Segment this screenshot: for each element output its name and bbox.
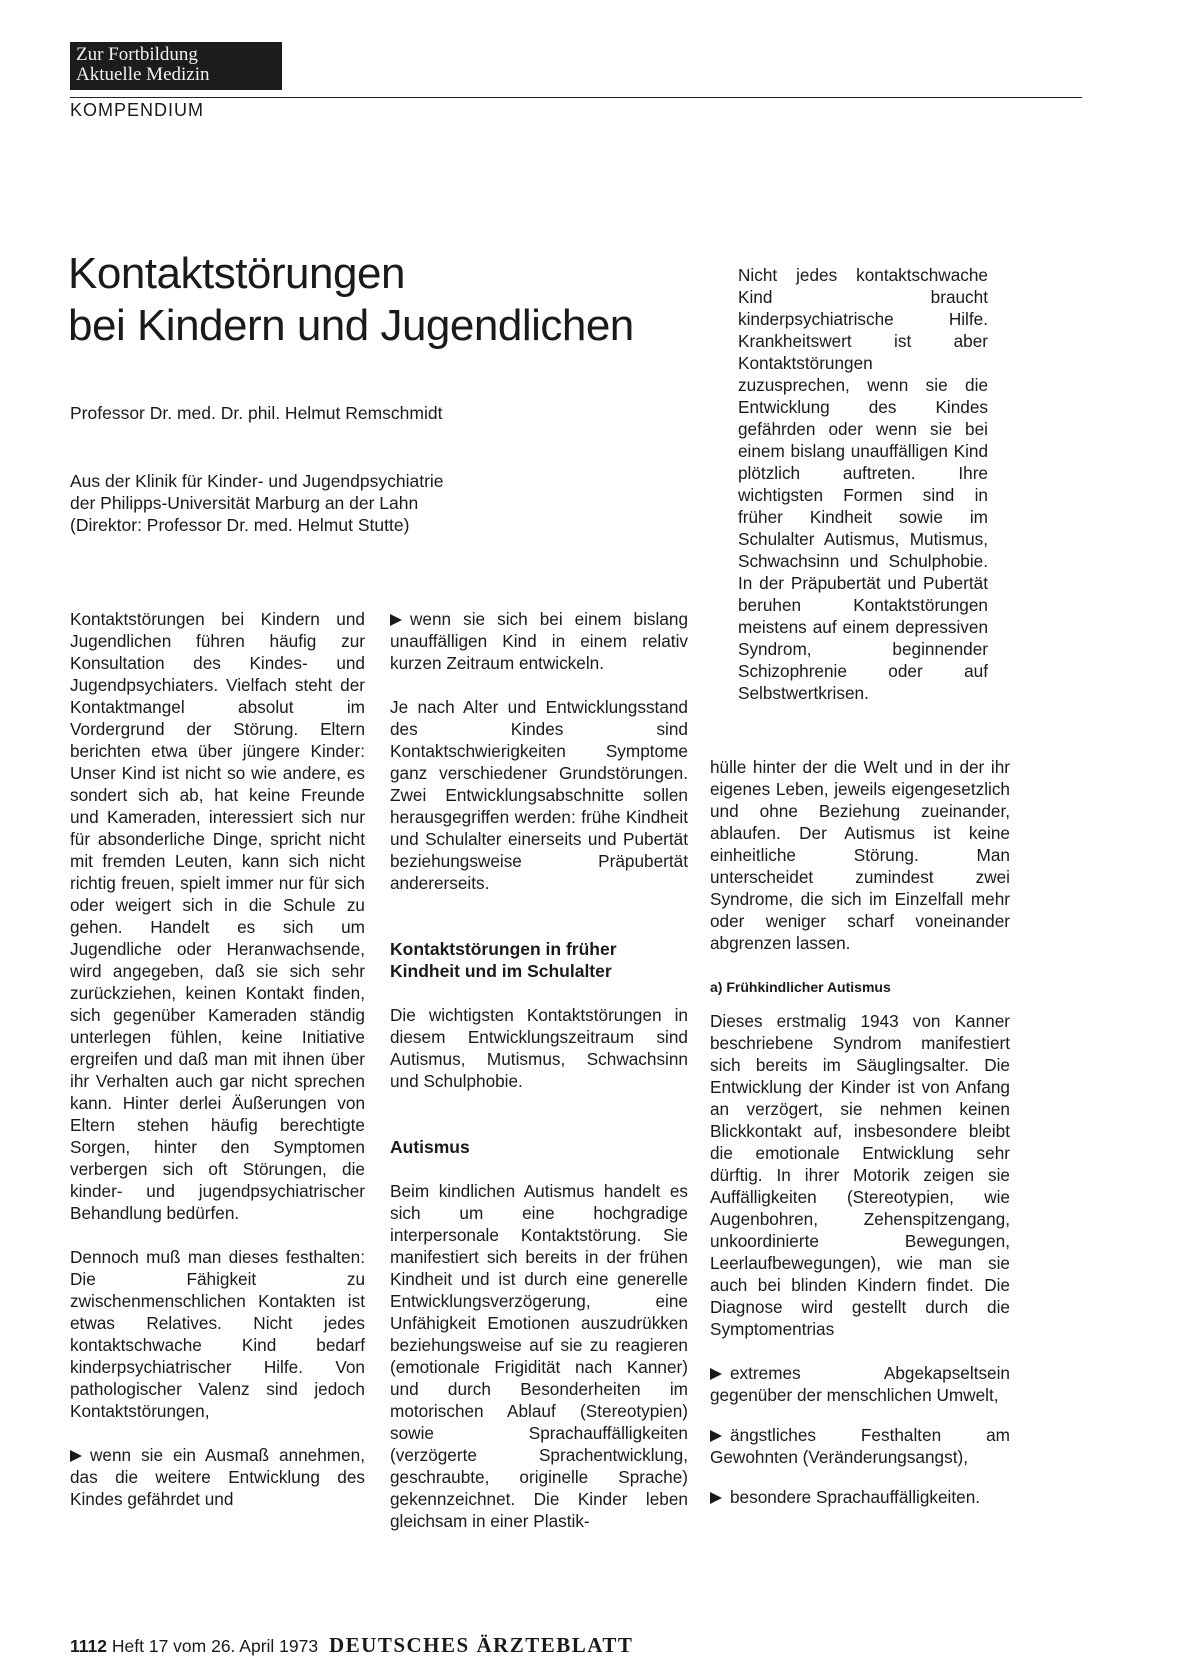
header-rule bbox=[70, 97, 1082, 98]
affiliation bbox=[70, 470, 444, 536]
affiliation-line-1: Aus der Klinik für Kinder- und Jugendpsychiatrie bbox=[70, 471, 444, 491]
column-1 bbox=[70, 608, 365, 1528]
paragraph: Dieses erstmalig 1943 von Kanner beschriebene Syndrom manifestiert sich bereits im Säuglingsalter. Die Entwicklung der Kinder ist von Anfang an verzögert, sie nehmen keinen Blickkontakt auf, insbesondere bleibt die emotionale Entwicklung sehr dürftig. In ihrer Motorik zeigen sie Auffälligkeiten (Stereotypien, wie Augenbohren, Zehenspitzengang, unkoordinierte Bewegungen, Leerlaufbewegungen), wie man sie auch bei blinden Kindern findet. Die Diagnose wird gestellt durch die Symptomentrias bbox=[710, 1011, 1010, 1339]
paragraph: Dennoch muß man dieses festhalten: Die Fähigkeit zu zwischenmenschlichen Kontakten ist etwas Relatives. Nicht jedes kontaktschwache Kind bedarf kinderpsychiatrischer Hilfe. Von pathologischer Valenz sind jedoch Kontaktstörungen, bbox=[70, 1247, 365, 1421]
bullet-triangle-icon bbox=[70, 1450, 82, 1462]
section-label: KOMPENDIUM bbox=[70, 100, 205, 120]
abstract-text: Nicht jedes kontaktschwache Kind braucht kinderpsychiatrische Hilfe. Krankheitswert ist aber Kontaktstörungen zuzusprechen, wenn sie die Entwicklung des Kindes gefährden oder wenn sie bei einem bislang unauffälligen Kind plötzlich auftreten. Ihre wichtigsten Formen sind in früher Kindheit sowie im Schulalter Autismus, Mutismus, Schwachsinn und Schulphobie. In der Präpubertät und Pubertät beruhen Kontaktstörungen meistens auf einem depressiven Syndrom, beginnender Schizophrenie oder auf Selbstwertkrisen. bbox=[738, 265, 988, 703]
page-number: 1112 bbox=[70, 1636, 107, 1656]
bullet-text: wenn sie sich bei einem bislang unauffälligen Kind in einem relativ kurzen Zeitraum entwickeln. bbox=[390, 609, 688, 673]
bullet-triangle-icon bbox=[710, 1368, 722, 1380]
section-heading: Autismus bbox=[390, 1137, 470, 1157]
column-2 bbox=[390, 608, 688, 1532]
bullet-item bbox=[390, 608, 688, 674]
journal-name: DEUTSCHES ÄRZTEBLATT bbox=[328, 1633, 634, 1657]
bullet-triangle-icon bbox=[710, 1430, 722, 1442]
paragraph: Je nach Alter und Entwicklungsstand des Kindes sind Kontaktschwierigkeiten Symptome ganz verschiedener Grundstörungen. Zwei Entwicklungsabschnitte sollen herausgegriffen werden: frühe Kindheit und Schulalter einerseits und Pubertät beziehungsweise Präpubertät andererseits. bbox=[390, 697, 688, 893]
rubric-box bbox=[70, 42, 282, 90]
bullet-item bbox=[710, 1362, 1010, 1406]
bullet-triangle-icon bbox=[390, 614, 402, 626]
bullet-text: ängstliches Festhalten am Gewohnten (Veränderungsangst), bbox=[710, 1425, 1010, 1467]
issue-info: Heft 17 vom 26. April 1973 bbox=[111, 1636, 319, 1656]
bullet-text: wenn sie ein Ausmaß annehmen, das die weitere Entwicklung des Kindes gefährdet und bbox=[70, 1445, 365, 1509]
section-heading: Kontaktstörungen in früher Kindheit und im Schulalter bbox=[390, 939, 617, 981]
column-3 bbox=[710, 756, 1010, 1526]
affiliation-line-3: (Direktor: Professor Dr. med. Helmut Stutte) bbox=[70, 515, 410, 535]
page-footer bbox=[70, 1633, 633, 1658]
title-line-1: Kontaktstörungen bbox=[68, 249, 405, 298]
abstract bbox=[738, 264, 988, 704]
bullet-item bbox=[70, 1444, 365, 1510]
subsection-heading: a) Frühkindlicher Autismus bbox=[710, 979, 891, 995]
rubric-line-2: Aktuelle Medizin bbox=[76, 64, 210, 85]
author: Professor Dr. med. Dr. phil. Helmut Remschmidt bbox=[70, 403, 443, 423]
rubric-line-1: Zur Fortbildung bbox=[76, 44, 198, 65]
affiliation-line-2: der Philipps-Universität Marburg an der Lahn bbox=[70, 493, 419, 513]
paragraph: Die wichtigsten Kontaktstörungen in diesem Entwicklungszeitraum sind Autismus, Mutismus, Schwachsinn und Schulphobie. bbox=[390, 1005, 688, 1091]
bullet-text: besondere Sprachauffälligkeiten. bbox=[730, 1487, 981, 1507]
article-title bbox=[68, 248, 728, 352]
paragraph: hülle hinter der die Welt und in der ihr eigenes Leben, jeweils eigengesetzlich und ohne Beziehung zueinander, ablaufen. Der Autismus ist keine einheitliche Störung. Man unterscheidet zumindest zwei Syndrome, die sich im Einzelfall mehr oder weniger scharf voneinander abgrenzen lassen. bbox=[710, 757, 1010, 953]
bullet-item bbox=[710, 1486, 1010, 1508]
bullet-item bbox=[710, 1424, 1010, 1468]
bullet-text: extremes Abgekapseltsein gegenüber der menschlichen Umwelt, bbox=[710, 1363, 1010, 1405]
title-line-2: bei Kindern und Jugendlichen bbox=[68, 301, 634, 350]
bullet-triangle-icon bbox=[710, 1492, 722, 1504]
paragraph: Kontaktstörungen bei Kindern und Jugendlichen führen häufig zur Konsultation des Kindes- und Jugendpsychiaters. Vielfach steht der Kontaktmangel absolut im Vordergrund der Störung. Eltern berichten etwa über jüngere Kinder: Unser Kind ist nicht so wie andere, es sondert sich ab, hat keine Freunde und Kameraden, interessiert sich nur für absonderliche Dinge, spricht nicht mit fremden Leuten, kann sich nicht richtig freuen, spielt immer nur für sich oder weigert sich in die Schule zu gehen. Handelt es sich um Jugendliche oder Heranwachsende, wird angegeben, daß sie sich sehr zurückziehen, keinen Kontakt finden, sich gegenüber Kameraden ständig unterlegen fühlen, keine Initiative ergreifen und daß man mit ihnen über ihr Verhalten auch gar nicht sprechen kann. Hinter derlei Äußerungen von Eltern stehen häufig berechtigte Sorgen, hinter den Symptomen verbergen sich oft Störungen, die kinder- und jugendpsychiatrischer Behandlung bedürfen. bbox=[70, 609, 365, 1223]
paragraph: Beim kindlichen Autismus handelt es sich um eine hochgradige interpersonale Kontaktstörung. Sie manifestiert sich bereits in der frühen Kindheit und ist durch eine generelle Entwicklungsverzögerung, eine Unfähigkeit Emotionen auszudrükken beziehungsweise auf sie zu reagieren (emotionale Frigidität nach Kanner) und durch Besonderheiten im motorischen Ablauf (Stereotypien) sowie Sprachauffälligkeiten (verzögerte Sprachentwicklung, geschraubte, originelle Sprache) gekennzeichnet. Die Kinder leben gleichsam in einer Plastik- bbox=[390, 1181, 688, 1531]
